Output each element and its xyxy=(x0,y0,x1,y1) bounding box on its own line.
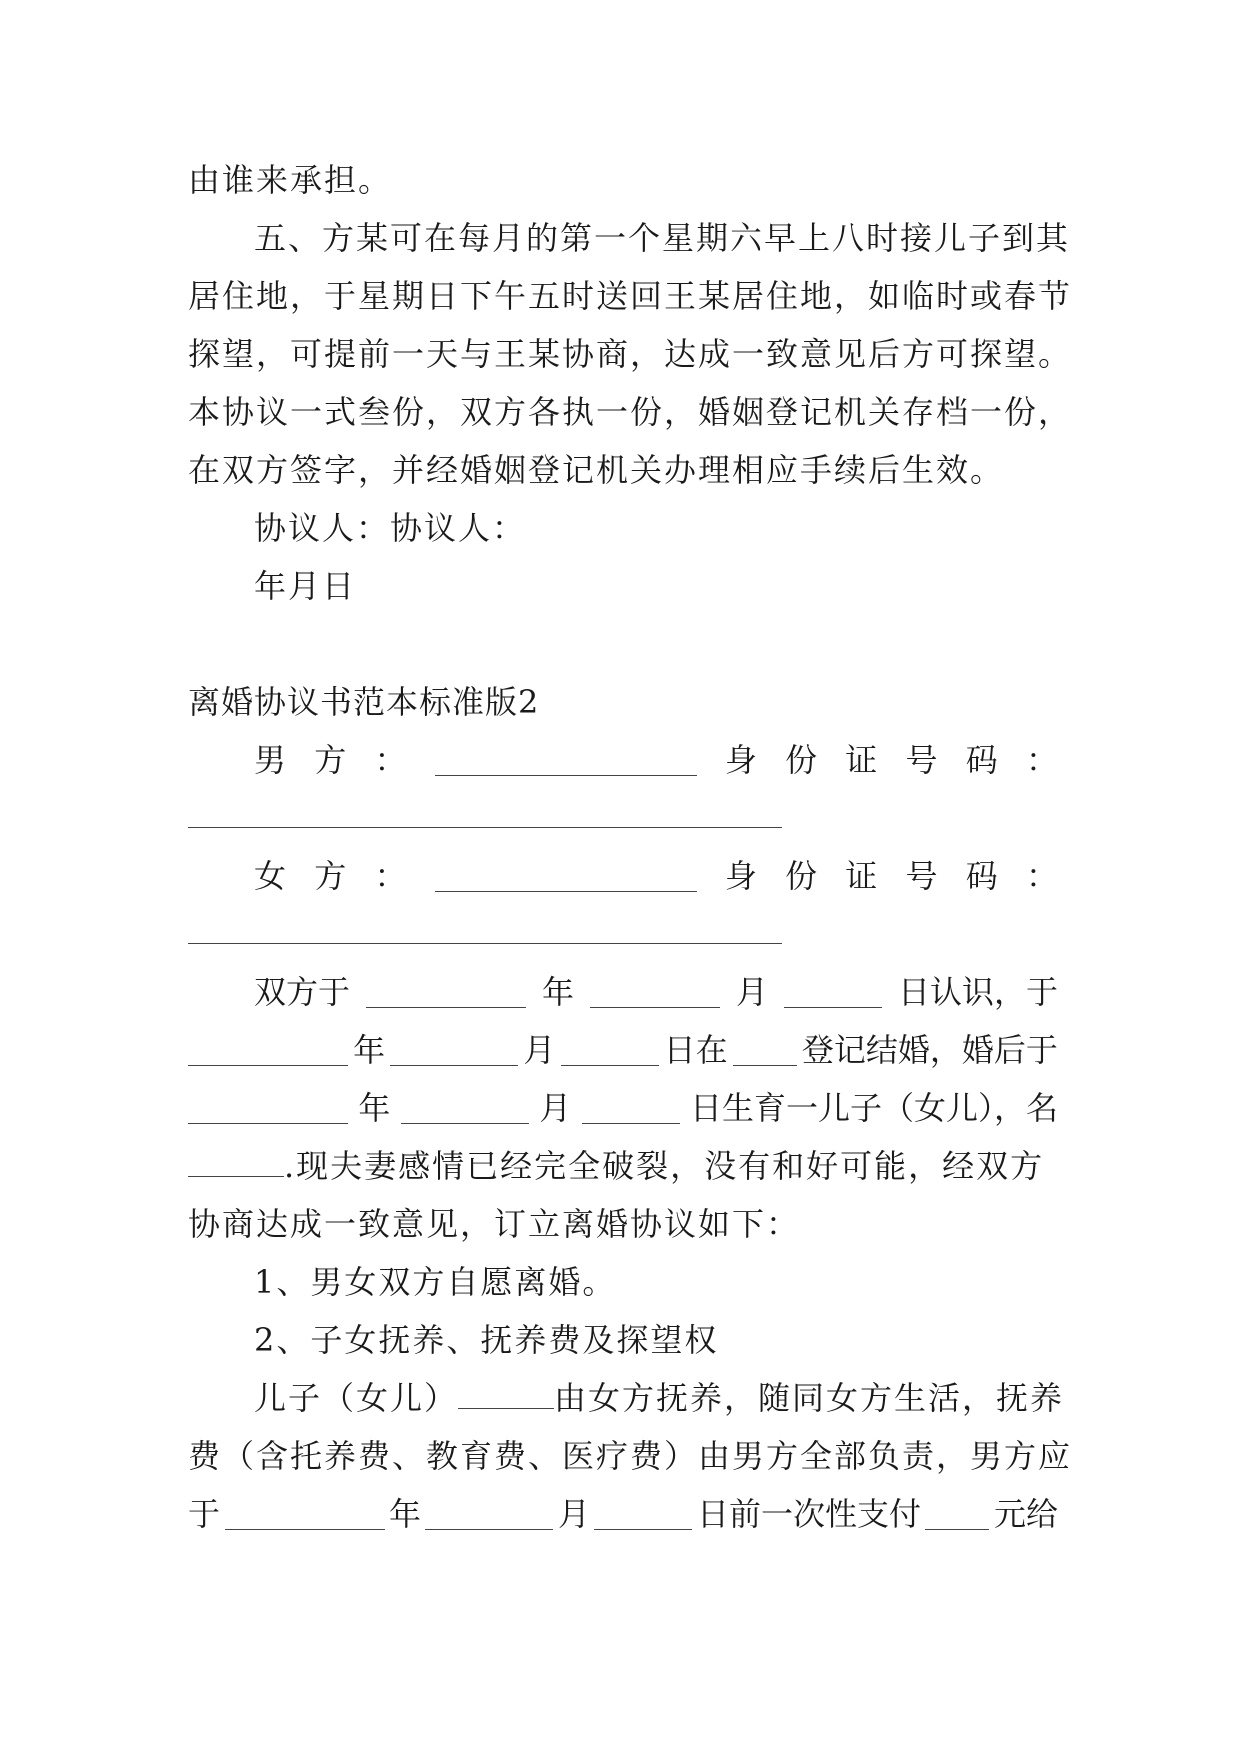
year-blank xyxy=(225,1499,385,1530)
clause-item: 1、男女双方自愿离婚。 xyxy=(254,1263,617,1301)
text-fragment: 儿子（女儿） xyxy=(254,1379,459,1417)
text-fragment: .现夫妻感情已经完全破裂，没有和好可能，经双方 xyxy=(284,1147,1045,1185)
id-label-char: 身 xyxy=(724,741,757,779)
text-fragment: 月 xyxy=(539,1089,572,1127)
text-fragment: 月 xyxy=(735,973,768,1011)
month-blank xyxy=(401,1093,529,1124)
text-fragment: 双方于 xyxy=(254,973,351,1011)
text-fragment: 登记结婚，婚后于 xyxy=(801,1031,1058,1069)
day-blank xyxy=(561,1035,659,1066)
intro-line: 协商达成一致意见，订立离婚协议如下： xyxy=(188,1205,801,1243)
text-line: 探望，可提前一天与王某协商，达成一致意见后方可探望。 xyxy=(188,335,1073,373)
id-label-char: 号 xyxy=(905,857,938,895)
intro-line xyxy=(188,1030,1058,1070)
signature-line: 协议人：协议人： xyxy=(254,509,527,547)
text-fragment: 年 xyxy=(541,973,574,1011)
month-blank xyxy=(390,1035,518,1066)
place-blank xyxy=(733,1035,797,1066)
text-fragment: 年 xyxy=(388,1495,421,1533)
month-blank xyxy=(590,977,720,1008)
intro-line xyxy=(188,1146,1058,1186)
id-label-char: 码 xyxy=(965,857,998,895)
female-name-blank xyxy=(435,861,697,892)
text-fragment: 日认识，于 xyxy=(897,973,1058,1011)
male-name-blank xyxy=(435,745,697,776)
male-id-blank xyxy=(188,826,782,828)
intro-line xyxy=(254,972,1058,1012)
female-id-blank xyxy=(188,942,782,944)
text-fragment: 元给 xyxy=(993,1495,1058,1533)
male-label-char: ： xyxy=(374,741,407,779)
text-fragment: 日前一次性支付 xyxy=(696,1495,921,1533)
male-label-char: 方 xyxy=(314,741,347,779)
text-line: 五、方某可在每月的第一个星期六早上八时接儿子到其 xyxy=(254,219,1071,257)
year-blank xyxy=(188,1035,348,1066)
section-title: 离婚协议书范本标准版2 xyxy=(188,683,540,721)
text-fragment: 于 xyxy=(188,1495,221,1533)
year-blank xyxy=(188,1093,348,1124)
female-label-char: 女 xyxy=(254,857,287,895)
text-fragment: 日生育一儿子（女儿），名 xyxy=(689,1089,1058,1127)
text-fragment: 年 xyxy=(353,1031,386,1069)
child-line xyxy=(254,1378,1065,1418)
text-fragment: 月 xyxy=(557,1495,590,1533)
text-fragment: 月 xyxy=(523,1031,556,1069)
text-line: 由谁来承担。 xyxy=(188,161,393,199)
name-blank xyxy=(188,1146,284,1177)
day-blank xyxy=(784,977,882,1008)
male-row xyxy=(254,740,1058,780)
clause-item: 2、子女抚养、抚养费及探望权 xyxy=(254,1321,719,1359)
text-line: 本协议一式叁份，双方各执一份，婚姻登记机关存档一份， xyxy=(188,393,1073,431)
id-label-char: ： xyxy=(1025,857,1058,895)
text-fragment: 由女方抚养，随同女方生活，抚养 xyxy=(554,1379,1065,1417)
female-label-char: ： xyxy=(374,857,407,895)
text-line: 居住地，于星期日下午五时送回王某居住地，如临时或春节 xyxy=(188,277,1073,315)
child-line xyxy=(188,1494,1058,1534)
child-name-blank xyxy=(458,1378,554,1409)
year-blank xyxy=(366,977,526,1008)
text-fragment: 年 xyxy=(358,1089,391,1127)
day-blank xyxy=(582,1093,680,1124)
text-line: 在双方签字，并经婚姻登记机关办理相应手续后生效。 xyxy=(188,451,1005,489)
id-label-char: 份 xyxy=(785,857,818,895)
id-label-char: 码 xyxy=(965,741,998,779)
id-label-char: 证 xyxy=(845,741,878,779)
female-label-char: 方 xyxy=(314,857,347,895)
male-label-char: 男 xyxy=(254,741,287,779)
id-label-char: 证 xyxy=(845,857,878,895)
amount-blank xyxy=(925,1499,989,1530)
text-fragment: 日在 xyxy=(663,1031,728,1069)
id-label-char: 份 xyxy=(785,741,818,779)
id-label-char: 号 xyxy=(905,741,938,779)
month-blank xyxy=(425,1499,553,1530)
id-label-char: ： xyxy=(1025,741,1058,779)
child-line: 费（含托养费、教育费、医疗费）由男方全部负责，男方应 xyxy=(188,1437,1073,1475)
date-line: 年月日 xyxy=(254,567,357,605)
female-row xyxy=(254,856,1058,896)
id-label-char: 身 xyxy=(724,857,757,895)
intro-line xyxy=(188,1088,1058,1128)
day-blank xyxy=(594,1499,692,1530)
